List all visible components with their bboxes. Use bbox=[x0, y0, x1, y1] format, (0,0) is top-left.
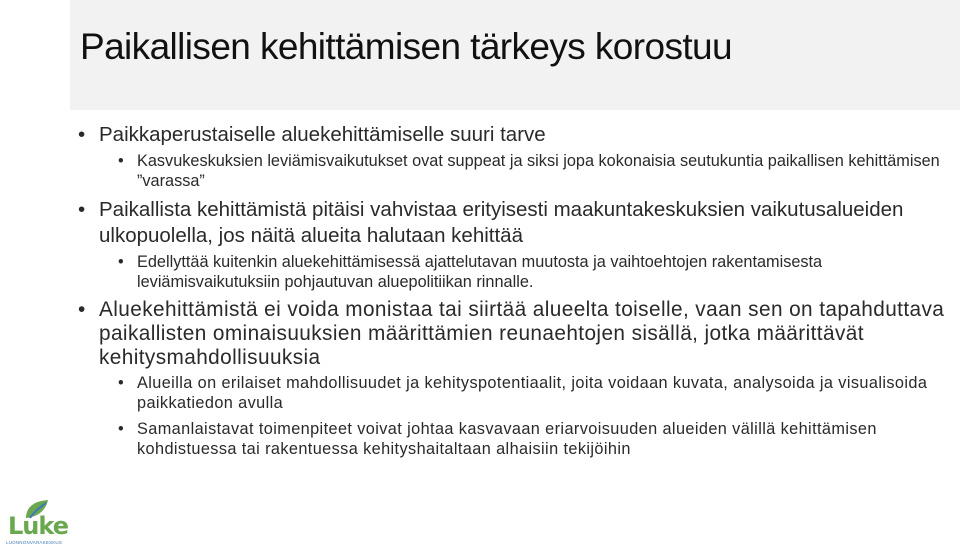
luke-logo bbox=[4, 498, 68, 548]
sub-bullet-text: Samanlaistavat toimenpiteet voivat johtaa kasvavaan eriarvoisuuden alueiden välillä kehittämisen kohdistuessa tai rakentuessa kehityshaitaltaan alhaisiin tekijöihin bbox=[137, 420, 877, 458]
sub-bullet-list bbox=[99, 252, 948, 292]
bullet-icon: • bbox=[118, 374, 125, 392]
logo-tagline: LUONNONVARAKESKUS bbox=[6, 540, 63, 545]
sub-bullet-item bbox=[99, 252, 948, 292]
bullet-icon: • bbox=[118, 420, 125, 438]
bullet-text: Aluekehittämistä ei voida monistaa tai siirtää alueelta toiselle, vaan sen on tapahduttava paikallisten ominaisuuksien määrittämien reunaehtojen sisällä, jotka määrittävät kehitysmahdollisuuksia bbox=[99, 298, 945, 369]
bullet-icon: • bbox=[118, 152, 124, 170]
slide-content bbox=[78, 122, 948, 465]
bullet-text: Paikkaperustaiselle aluekehittämiselle suuri tarve bbox=[99, 123, 546, 146]
bullet-icon: • bbox=[118, 253, 124, 271]
sub-bullet-item bbox=[99, 151, 948, 191]
bullet-text: Paikallista kehittämistä pitäisi vahvistaa erityisesti maakuntakeskuksien vaikutusalueiden ulkopuolella, jos näitä alueita halutaan kehittää bbox=[99, 198, 904, 247]
bullet-icon: • bbox=[78, 298, 86, 321]
bullet-icon: • bbox=[78, 198, 86, 221]
sub-bullet-item bbox=[99, 419, 948, 459]
sub-bullet-list bbox=[99, 151, 948, 191]
bullet-icon: • bbox=[78, 123, 86, 146]
sub-bullet-item bbox=[99, 373, 948, 413]
bullet-item-2 bbox=[78, 197, 948, 292]
sub-bullet-text: Kasvukeskuksien leviämisvaikutukset ovat suppeat ja siksi jopa kokonaisia seutukuntia paikallisen kehittämisen ”varassa” bbox=[137, 152, 940, 190]
bullet-item-1 bbox=[78, 122, 948, 191]
logo-wordmark: Luke bbox=[8, 512, 68, 540]
bullet-list bbox=[78, 122, 948, 459]
sub-bullet-text: Alueilla on erilaiset mahdollisuudet ja kehityspotentiaalit, joita voidaan kuvata, analysoida ja visualisoida paikkatiedon avulla bbox=[137, 374, 928, 412]
sub-bullet-text: Edellyttää kuitenkin aluekehittämisessä ajattelutavan muutosta ja vaihtoehtojen rakentamisesta leviämisvaikutuksiin pohjautuvan aluepolitiikan rinnalle. bbox=[137, 253, 823, 291]
bullet-item-3 bbox=[78, 298, 948, 459]
page-title: Paikallisen kehittämisen tärkeys korostuu bbox=[80, 26, 732, 67]
sub-bullet-list bbox=[99, 373, 948, 459]
